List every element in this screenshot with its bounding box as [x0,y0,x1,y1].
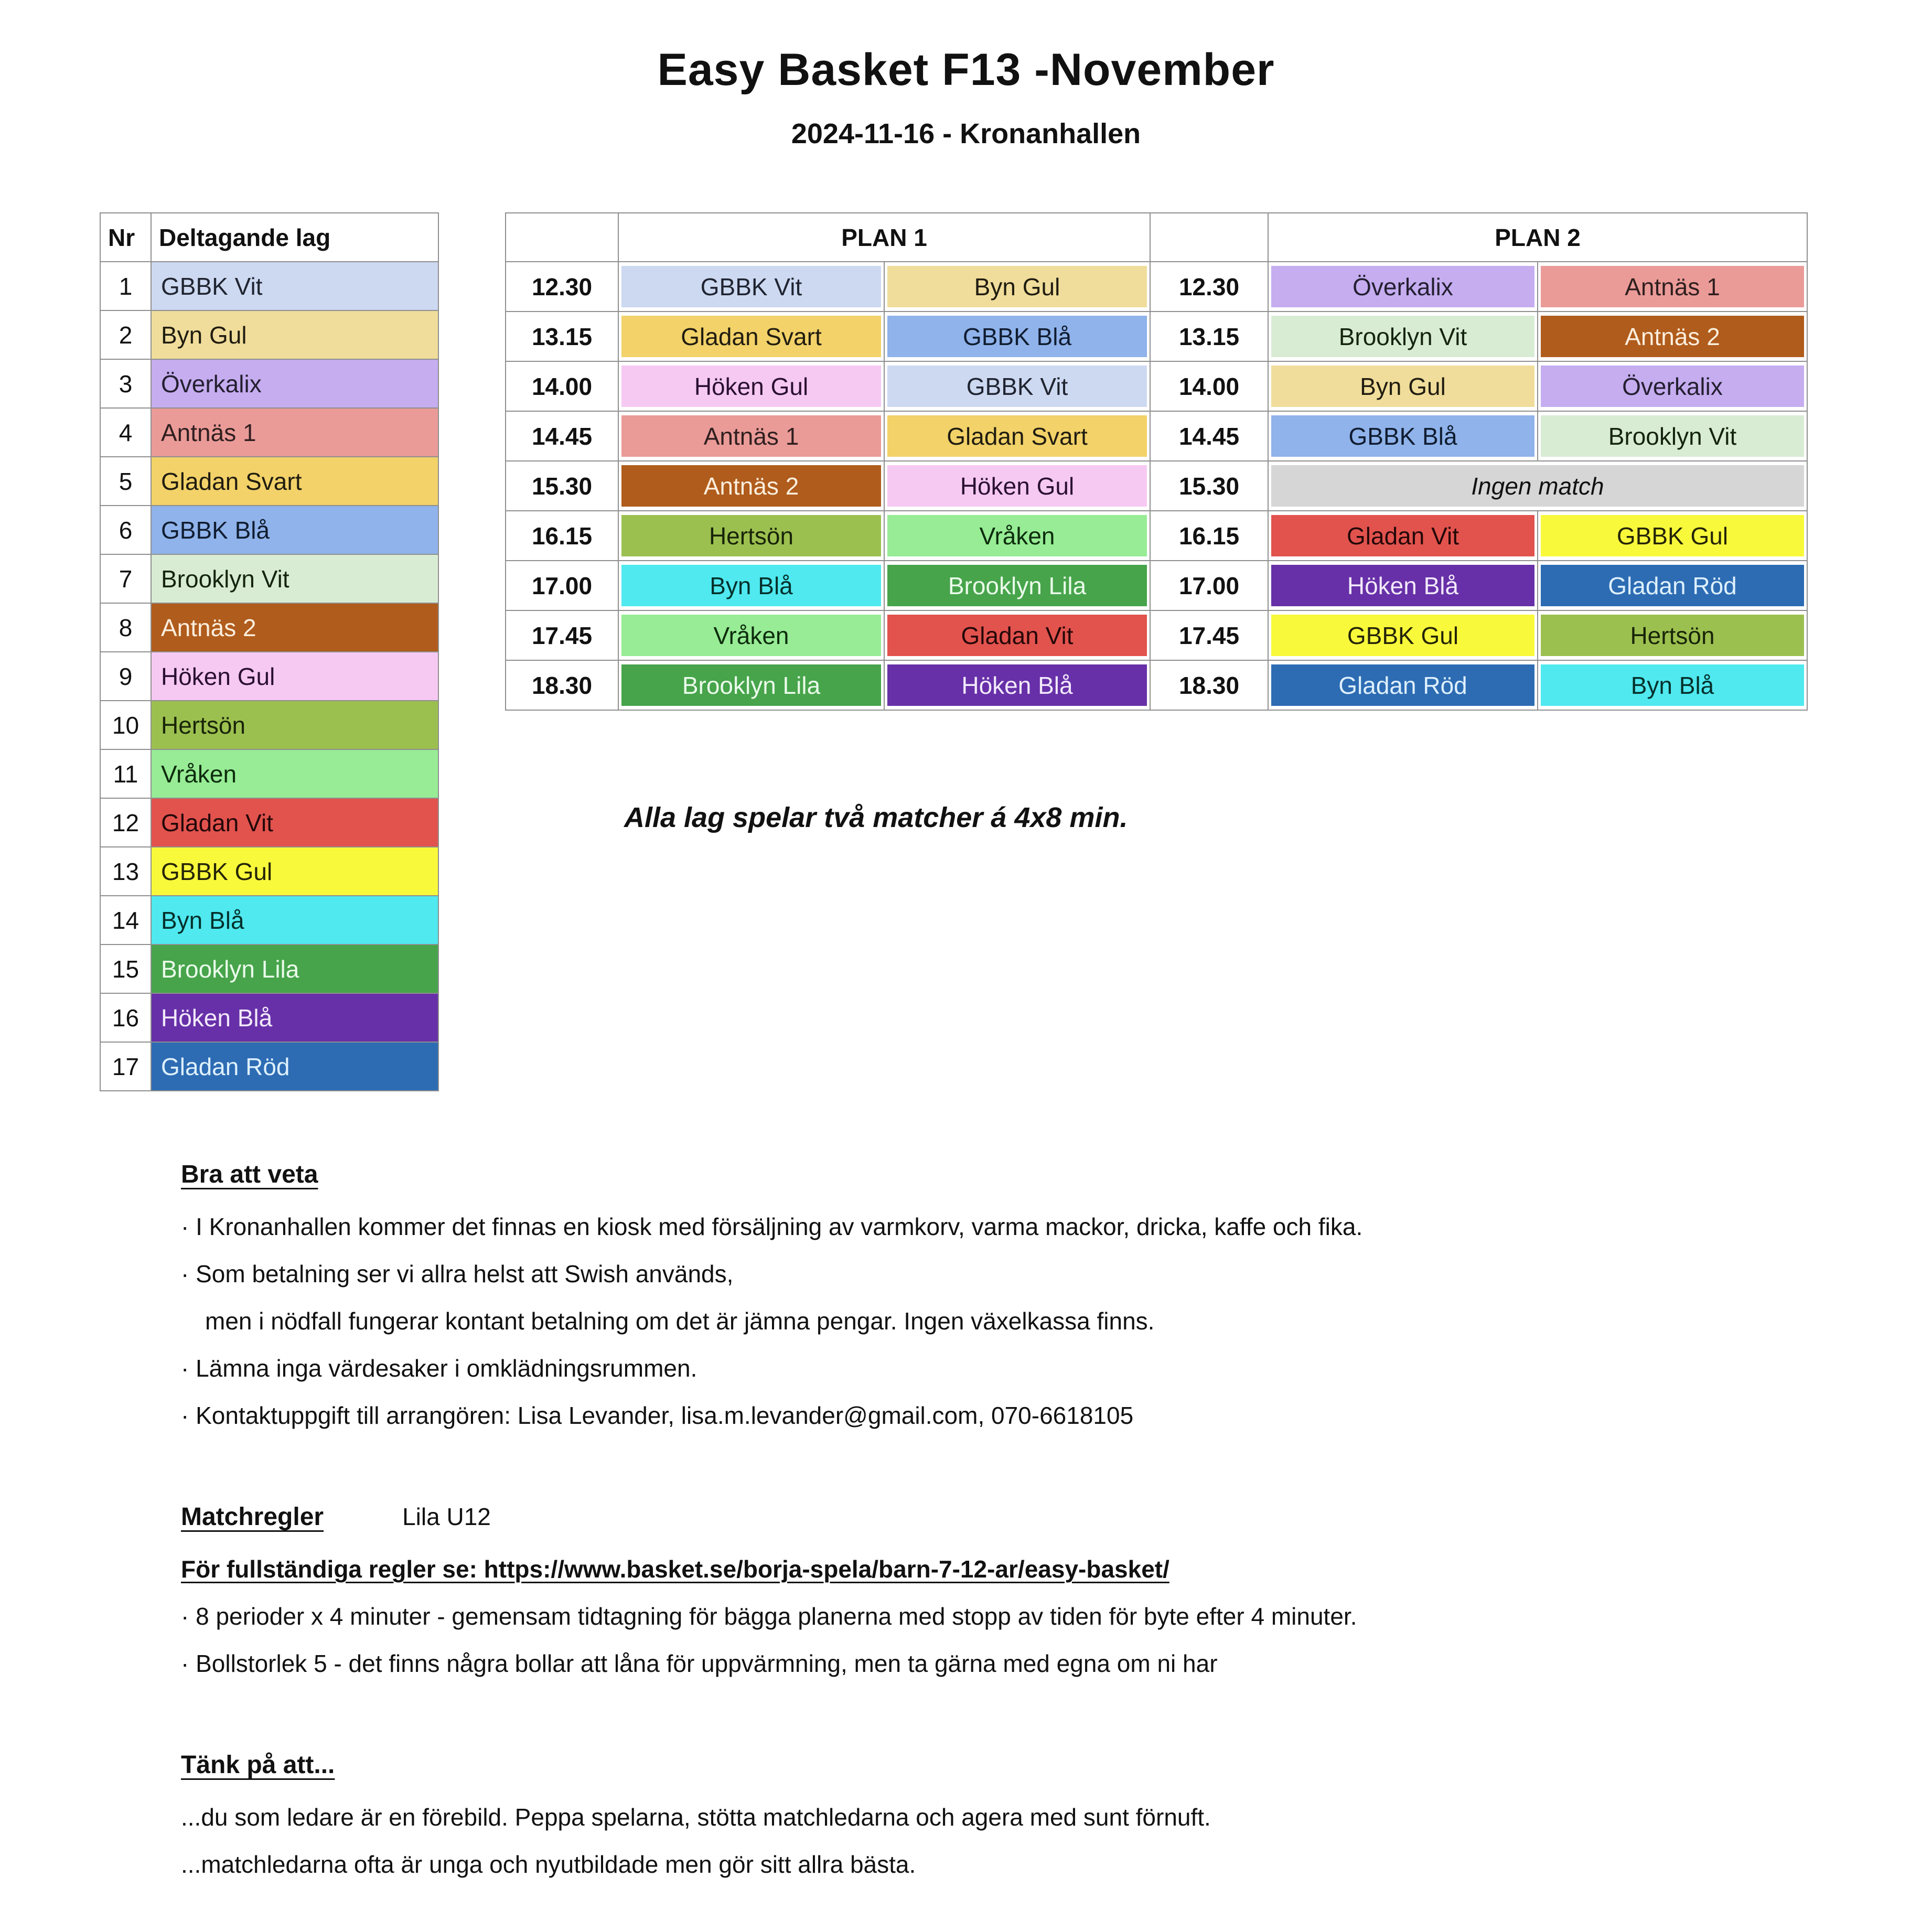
team-row [100,652,438,701]
team-name: Antnäs 1 [151,408,438,457]
page-title: Easy Basket F13 -November [657,45,1275,95]
team-name: Gladan Röd [1541,565,1804,606]
info-line: · Lämna inga värdesaker i omklädningsrummen. [181,1355,697,1382]
team-row [100,408,438,457]
match-cell [618,411,884,461]
time-cell: 18.30 [506,660,618,710]
schedule-row [506,361,1807,411]
time-cell: 14.00 [1150,361,1268,411]
team-nr: 17 [100,1042,151,1091]
team-name: Höken Gul [621,366,881,407]
team-name: Byn Blå [621,565,881,606]
team-name: Byn Gul [151,310,438,359]
match-cell [1538,361,1807,411]
time-cell: 17.00 [1150,561,1268,610]
rules-line: · Bollstorlek 5 - det finns några bollar att låna för uppvärmning, men ta gärna med egna om ni har [181,1650,1218,1677]
team-name: Gladan Röd [1271,664,1534,706]
team-name: Byn Gul [1271,366,1534,407]
team-nr: 11 [100,749,151,798]
section-good-to-know [181,1160,1744,1430]
team-name: Brooklyn Vit [1271,316,1534,357]
time-cell: 16.15 [1150,511,1268,561]
page-subtitle: 2024-11-16 - Kronanhallen [791,118,1141,149]
match-cell [884,312,1150,361]
match-cell [1268,361,1538,411]
match-cell [884,361,1150,411]
info-contact-line: · Kontaktuppgift till arrangören: Lisa Levander, lisa.m.levander@gmail.com, 070-6618105 [181,1402,1134,1429]
team-name: Höken Gul [151,652,438,701]
team-name: Överkalix [1541,366,1804,407]
time-cell: 17.00 [506,561,618,610]
match-cell [618,461,884,511]
section-match-rules [181,1502,1744,1678]
no-match-label: Ingen match [1271,465,1804,507]
team-name: Höken Blå [151,993,438,1042]
good-to-know-heading: Bra att veta [181,1161,318,1188]
time-cell: 13.15 [506,312,618,361]
time-header-blank [1150,213,1268,262]
team-name: Gladan Vit [151,798,438,847]
time-cell: 14.45 [1150,411,1268,461]
match-cell [618,610,884,660]
team-name: Brooklyn Lila [151,944,438,993]
remember-line: ...matchledarna ofta är unga och nyutbildade men gör sitt allra bästa. [181,1851,916,1878]
teams-table [100,212,439,1091]
match-cell [884,511,1150,561]
team-name: Brooklyn Lila [621,664,881,706]
match-cell [884,262,1150,312]
team-nr: 2 [100,310,151,359]
time-cell: 14.00 [506,361,618,411]
match-cell [1268,312,1538,361]
team-row [100,701,438,749]
team-name: GBBK Blå [151,506,438,554]
team-name: Hertsön [621,515,881,556]
team-nr: 8 [100,603,151,652]
schedule-header-row [506,213,1807,262]
team-row [100,603,438,652]
team-name: Gladan Röd [151,1042,438,1091]
time-cell: 18.30 [1150,660,1268,710]
team-name: GBBK Gul [1271,615,1534,656]
match-cell [1268,262,1538,312]
team-nr: 6 [100,506,151,554]
team-name: Vråken [887,515,1147,556]
info-line: · Som betalning ser vi allra helst att Swish används, [181,1260,734,1287]
match-cell [618,561,884,610]
schedule-row [506,461,1807,511]
team-name: Antnäs 1 [621,415,881,457]
team-name: Antnäs 1 [1541,266,1804,307]
team-row [100,359,438,408]
info-sections [181,1160,1744,1897]
plan1-header: PLAN 1 [618,213,1150,262]
time-cell: 15.30 [1150,461,1268,511]
schedule-row [506,610,1807,660]
match-cell [1538,511,1807,561]
team-nr: 13 [100,847,151,896]
no-match-cell [1268,461,1807,511]
team-row [100,749,438,798]
team-name: Hertsön [151,701,438,749]
match-cell [618,511,884,561]
team-name: Hertsön [1541,615,1804,656]
time-cell: 17.45 [506,610,618,660]
team-name: Höken Blå [887,664,1147,706]
team-name: Gladan Vit [1271,515,1534,556]
match-cell [618,262,884,312]
time-cell: 17.45 [1150,610,1268,660]
match-cell [1538,561,1807,610]
match-cell [1538,262,1807,312]
match-cell [1268,561,1538,610]
teams-header-row [100,213,438,262]
section-remember [181,1751,1744,1879]
match-cell [884,561,1150,610]
rules-link: För fullständiga regler se: https://www.basket.se/borja-spela/barn-7-12-ar/easy-basket/ [181,1555,1169,1583]
teams-col-name: Deltagande lag [151,213,438,262]
match-cell [1538,610,1807,660]
time-cell: 16.15 [506,511,618,561]
team-name: GBBK Gul [1541,515,1804,556]
team-row [100,993,438,1042]
team-name: GBBK Vit [151,262,438,310]
team-name: Byn Blå [151,896,438,944]
team-name: Brooklyn Vit [1541,415,1804,457]
team-name: Antnäs 2 [1541,316,1804,357]
team-name: Antnäs 2 [151,603,438,652]
team-name: Gladan Svart [151,457,438,506]
team-row [100,798,438,847]
match-cell [618,361,884,411]
teams-col-nr: Nr [100,213,151,262]
team-name: Överkalix [1271,266,1534,307]
rules-line: · 8 perioder x 4 minuter - gemensam tidtagning för bägga planerna med stopp av tiden för byte efter 4 minuter. [181,1603,1357,1630]
team-row [100,944,438,993]
team-row [100,1042,438,1091]
team-name: Höken Gul [887,465,1147,507]
team-name: Överkalix [151,359,438,408]
team-row [100,506,438,554]
schedule-row [506,511,1807,561]
team-name: Vråken [151,749,438,798]
match-cell [884,411,1150,461]
time-cell: 15.30 [506,461,618,511]
team-name: GBBK Vit [621,266,881,307]
time-header-blank [506,213,618,262]
info-line: men i nödfall fungerar kontant betalning om det är jämna pengar. Ingen växelkassa finns. [205,1307,1155,1335]
team-nr: 1 [100,262,151,310]
team-name: GBBK Blå [887,316,1147,357]
team-name: Byn Blå [1541,664,1804,706]
team-row [100,896,438,944]
match-cell [884,610,1150,660]
info-line: · I Kronanhallen kommer det finnas en kiosk med försäljning av varmkorv, varma mackor, dricka, kaffe och fika. [181,1213,1363,1240]
team-row [100,310,438,359]
match-cell [884,660,1150,710]
schedule-row [506,411,1807,461]
match-cell [1538,660,1807,710]
time-cell: 12.30 [506,262,618,312]
match-cell [1268,660,1538,710]
match-cell [1268,511,1538,561]
team-name: Byn Gul [887,266,1147,307]
team-nr: 7 [100,554,151,603]
team-nr: 4 [100,408,151,457]
schedule-row [506,561,1807,610]
team-row [100,847,438,896]
team-nr: 14 [100,896,151,944]
schedule-table [505,212,1808,711]
plan2-header: PLAN 2 [1268,213,1807,262]
team-name: Brooklyn Vit [151,554,438,603]
time-cell: 14.45 [506,411,618,461]
team-nr: 9 [100,652,151,701]
team-name: Gladan Vit [887,615,1147,656]
schedule-row [506,312,1807,361]
team-name: Antnäs 2 [621,465,881,507]
team-name: Vråken [621,615,881,656]
team-name: Höken Blå [1271,565,1534,606]
time-cell: 13.15 [1150,312,1268,361]
time-cell: 12.30 [1150,262,1268,312]
team-nr: 5 [100,457,151,506]
team-name: Brooklyn Lila [887,565,1147,606]
team-nr: 12 [100,798,151,847]
team-nr: 3 [100,359,151,408]
team-name: GBBK Gul [151,847,438,896]
schedule-row [506,262,1807,312]
match-cell [1538,312,1807,361]
team-nr: 10 [100,701,151,749]
team-nr: 16 [100,993,151,1042]
match-cell [1538,411,1807,461]
team-name: GBBK Vit [887,366,1147,407]
match-cell [1268,610,1538,660]
match-rules-category: Lila U12 [402,1503,491,1530]
match-cell [884,461,1150,511]
team-name: Gladan Svart [621,316,881,357]
team-row [100,554,438,603]
team-name: Gladan Svart [887,415,1147,457]
match-cell [618,660,884,710]
team-nr: 15 [100,944,151,993]
match-cell [618,312,884,361]
remember-line: ...du som ledare är en förebild. Peppa spelarna, stötta matchledarna och agera med sunt förnuft. [181,1804,1211,1831]
team-name: GBBK Blå [1271,415,1534,457]
team-row [100,262,438,310]
remember-heading: Tänk på att... [181,1751,335,1779]
schedule-row [506,660,1807,710]
match-rules-heading: Matchregler [181,1503,324,1531]
team-row [100,457,438,506]
note-all-teams: Alla lag spelar två matcher á 4x8 min. [624,802,1128,833]
match-cell [1268,411,1538,461]
